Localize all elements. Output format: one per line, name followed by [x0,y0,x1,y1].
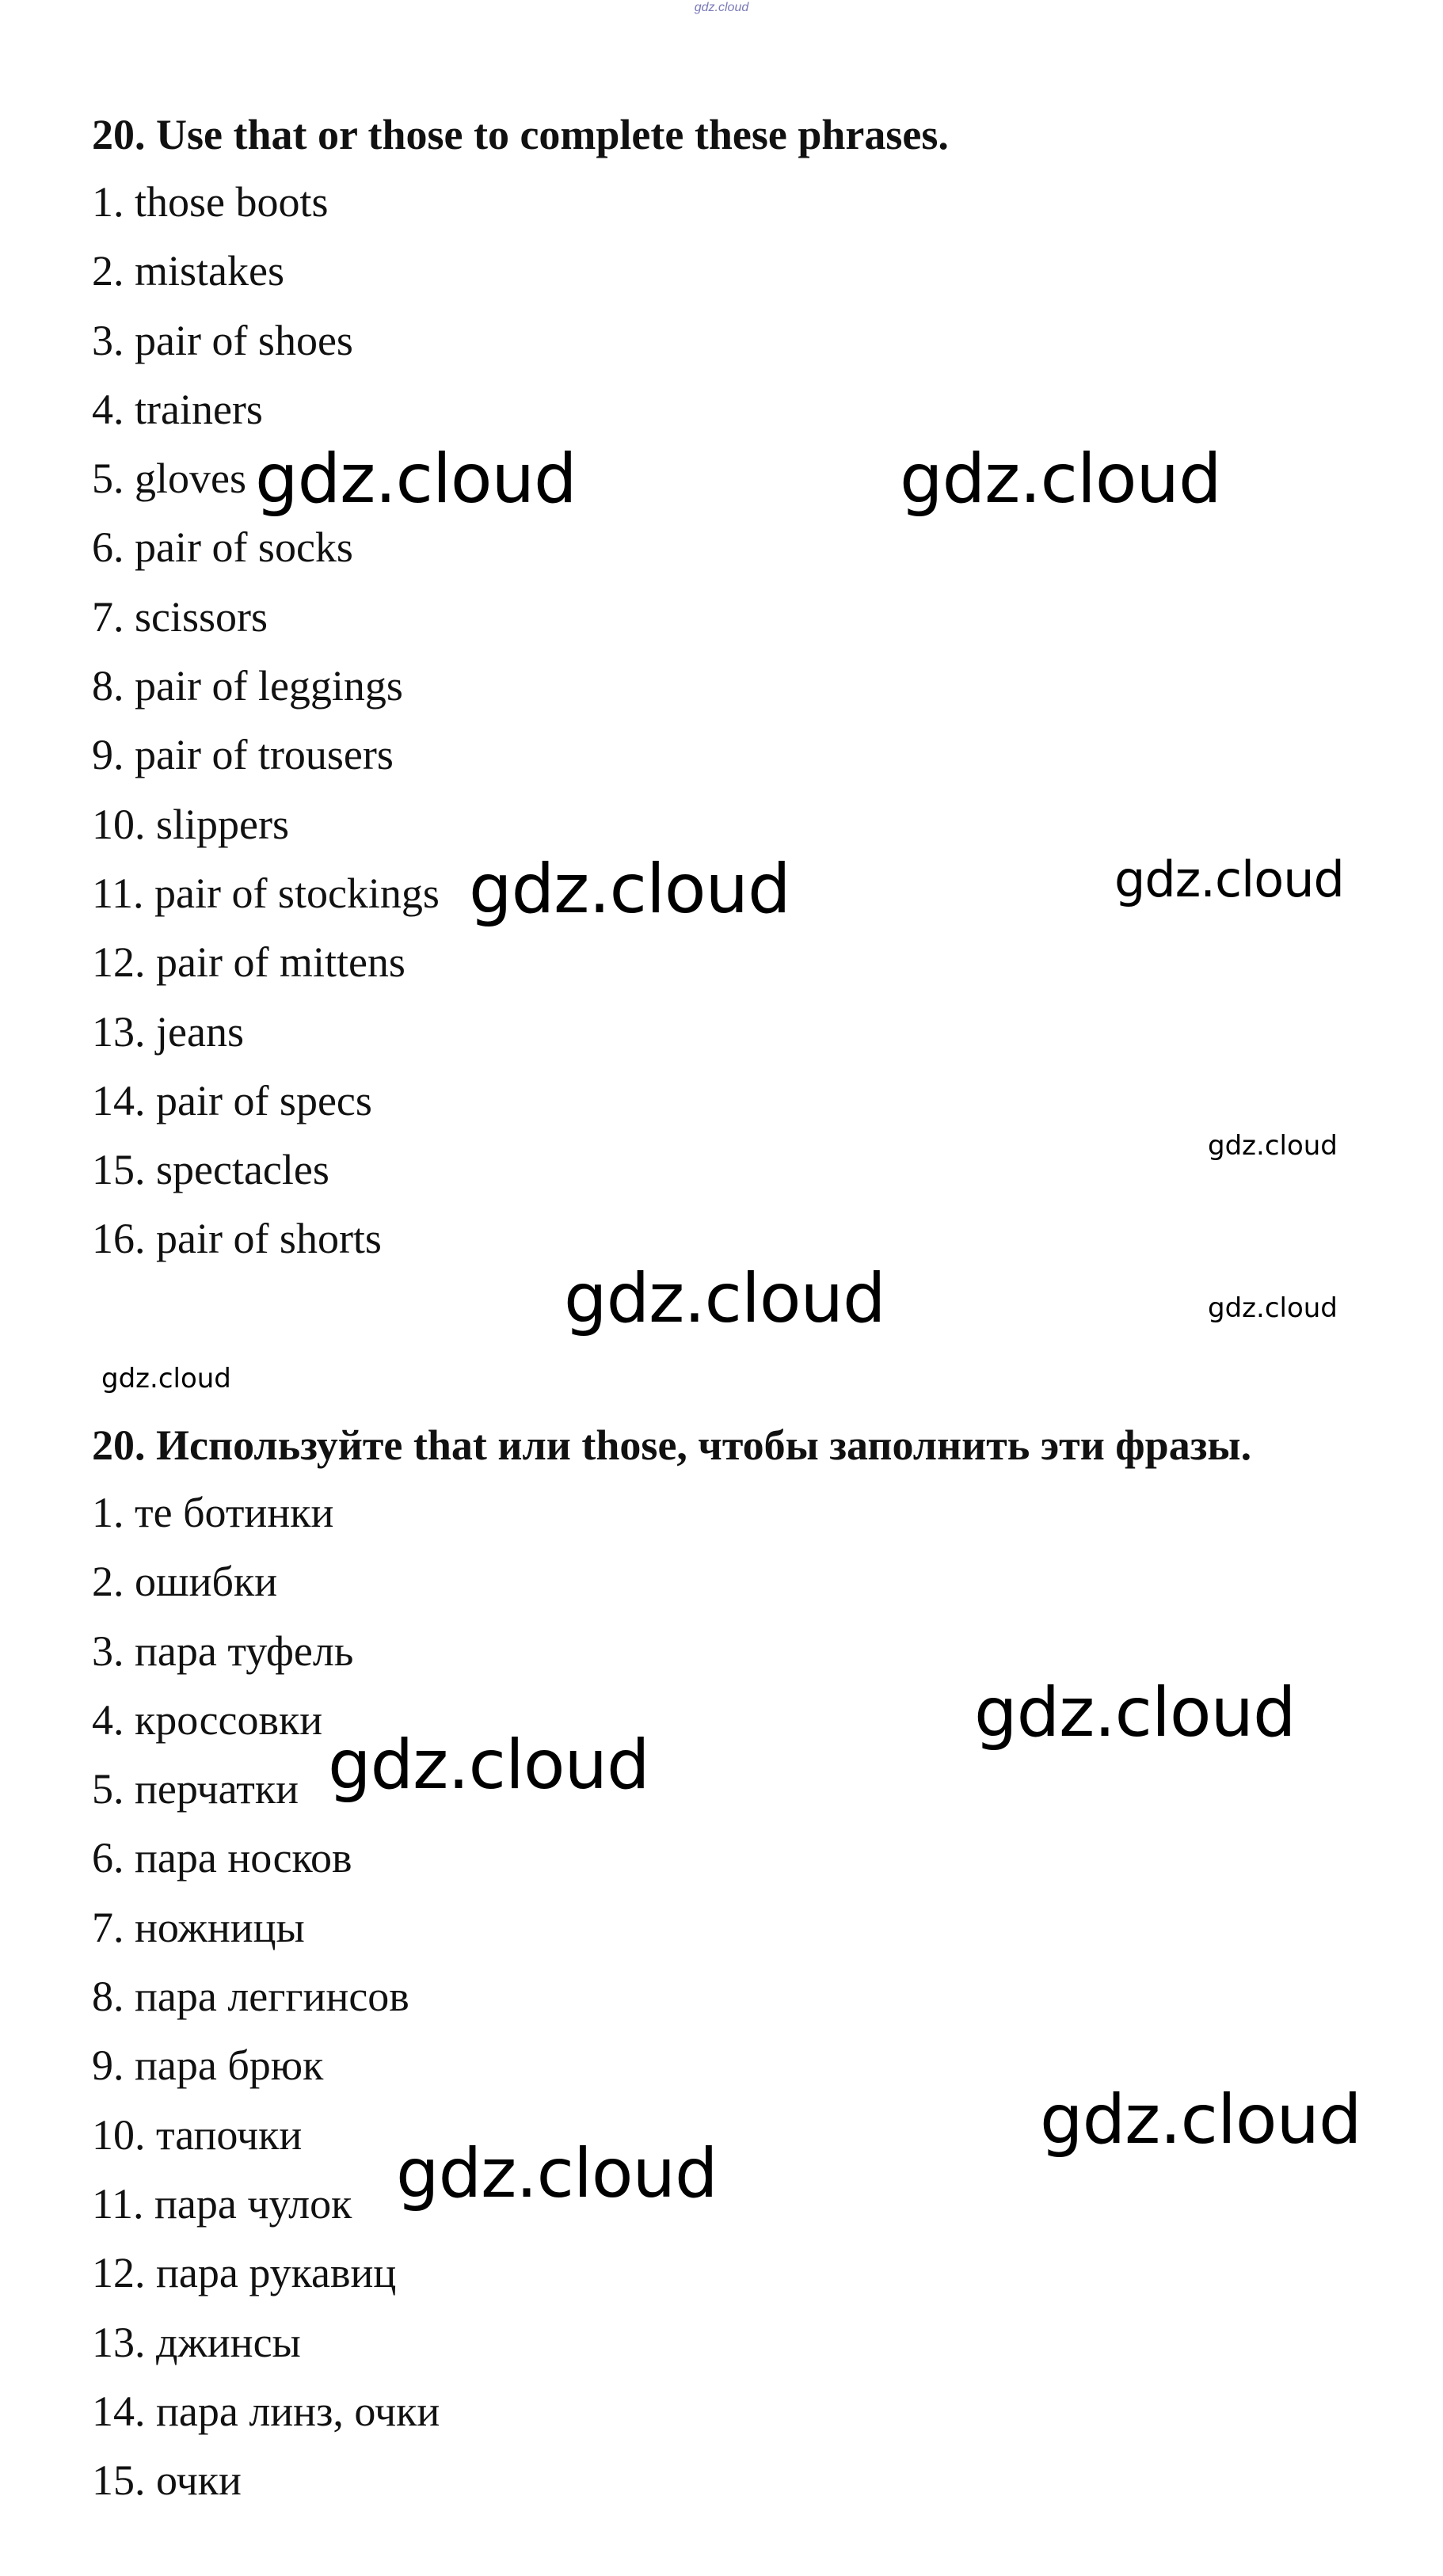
english-item-12: 12. pair of mittens [92,938,405,987]
english-item-14: 14. pair of specs [92,1076,372,1124]
russian-item-6: 6. пара носков [92,1834,352,1882]
watermark: gdz.cloud [900,439,1221,519]
watermark: gdz.cloud [1208,1292,1338,1324]
watermark: gdz.cloud [328,1726,649,1805]
russian-item-4: 4. кроссовки [92,1695,323,1744]
russian-item-8: 8. пара леггинсов [92,1973,409,2021]
english-item-1: 1. those boots [92,178,329,226]
russian-item-9: 9. пара брюк [92,2041,324,2090]
english-item-11: 11. pair of stockings [92,869,440,917]
english-item-3: 3. pair of shoes [92,316,353,364]
top-watermark: gdz.cloud [694,1,749,14]
russian-item-13: 13. джинсы [92,2318,301,2366]
english-heading: 20. Use that or those to complete these phrases. [92,111,949,158]
english-item-8: 8. pair of leggings [92,662,403,710]
russian-item-5: 5. перчатки [92,1765,299,1813]
watermark: gdz.cloud [101,1363,231,1395]
english-list [92,168,440,1274]
english-item-4: 4. trainers [92,385,263,433]
russian-item-12: 12. пара рукавиц [92,2249,397,2297]
watermark: gdz.cloud [1114,850,1344,908]
english-item-13: 13. jeans [92,1007,244,1056]
english-item-7: 7. scissors [92,592,268,641]
english-item-6: 6. pair of socks [92,523,353,572]
watermark: gdz.cloud [974,1673,1296,1752]
russian-item-10: 10. тапочки [92,2110,303,2159]
english-item-2: 2. mistakes [92,247,284,295]
russian-heading: 20. Используйте that или those, чтобы заполнить эти фразы. [92,1421,1252,1469]
watermark: gdz.cloud [1040,2080,1361,2159]
russian-item-11: 11. пара чулок [92,2179,352,2228]
russian-item-7: 7. ножницы [92,1903,305,1951]
russian-item-15: 15. очки [92,2456,242,2505]
watermark: gdz.cloud [1208,1130,1338,1162]
watermark: gdz.cloud [396,2134,718,2213]
russian-list [92,1478,440,2515]
watermark: gdz.cloud [255,439,577,519]
english-item-10: 10. slippers [92,800,289,848]
russian-item-14: 14. пара линз, очки [92,2387,440,2435]
english-item-16: 16. pair of shorts [92,1215,382,1263]
watermark: gdz.cloud [469,850,790,929]
russian-item-1: 1. те ботинки [92,1489,334,1536]
russian-item-3: 3. пара туфель [92,1627,354,1675]
watermark: gdz.cloud [564,1259,885,1338]
english-item-9: 9. pair of trousers [92,731,394,779]
english-item-5: 5. gloves [92,455,246,503]
russian-item-2: 2. ошибки [92,1558,278,1606]
english-item-15: 15. spectacles [92,1146,329,1194]
